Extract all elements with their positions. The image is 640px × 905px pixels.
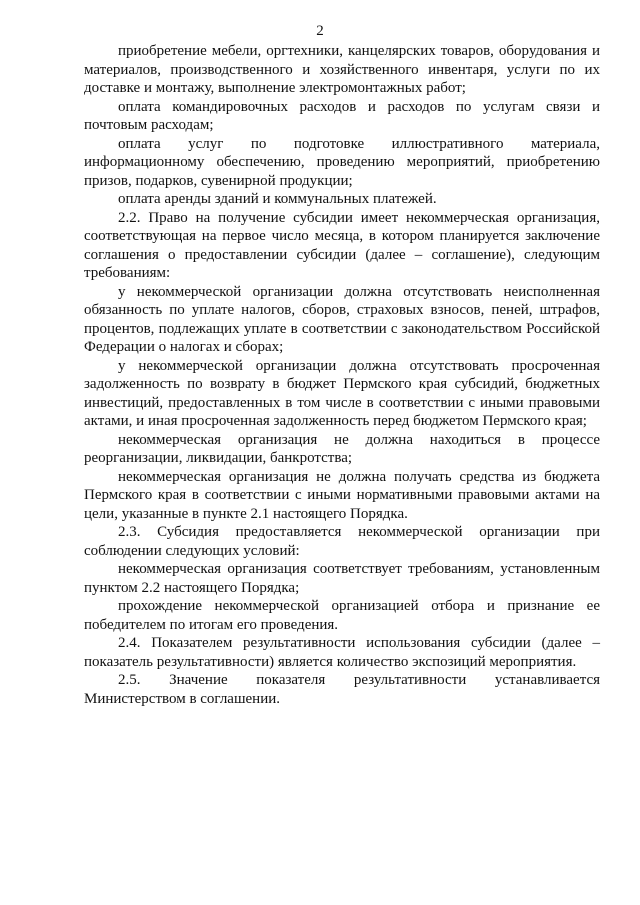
clause-2-4: 2.4. Показателем результативности использования субсидии (далее – показатель результативности) является количество экспозиций мероприятия.	[84, 635, 600, 670]
paragraph: некоммерческая организация соответствует требованиям, установленным пунктом 2.2 настоящего Порядка;	[84, 561, 600, 596]
paragraph: у некоммерческой организации должна отсутствовать просроченная задолженность по возврату в бюджет Пермского края субсидий, бюджетных инвестиций, предоставленных в том числе в соответствии с иными правовыми актами, и иная просроченная задолженность перед бюджетом Пермского края;	[84, 357, 600, 429]
paragraph: оплата командировочных расходов и расходов по услугам связи и почтовым расходам;	[84, 98, 600, 133]
paragraph: некоммерческая организация не должна получать средства из бюджета Пермского края в соответствии с иными нормативными правовыми актами на цели, указанные в пункте 2.1 настоящего Порядка.	[84, 468, 600, 522]
paragraph: оплата услуг по подготовке иллюстративного материала, информационному обеспечению, проведению мероприятий, приобретению призов, подарков, сувенирной продукции;	[84, 135, 600, 189]
paragraph: приобретение мебели, оргтехники, канцелярских товаров, оборудования и материалов, производственного и хозяйственного инвентаря, услуги по их доставке и монтажу, выполнение электромонтажных работ;	[84, 43, 600, 96]
page-number: 2	[316, 23, 324, 39]
paragraph: некоммерческая организация не должна находиться в процессе реорганизации, ликвидации, банкротства;	[84, 431, 600, 466]
paragraph: оплата аренды зданий и коммунальных платежей.	[118, 191, 437, 207]
paragraph: у некоммерческой организации должна отсутствовать неисполненная обязанность по уплате налогов, сборов, страховых взносов, пеней, штрафов, процентов, подлежащих уплате в соответствии с законодательством Российской Федерации о налогах и сборах;	[84, 283, 600, 355]
clause-2-5: 2.5. Значение показателя результативности устанавливается Министерством в соглашении.	[84, 672, 600, 707]
paragraph: прохождение некоммерческой организацией отбора и признание ее победителем по итогам его проведения.	[84, 598, 600, 633]
clause-2-3: 2.3. Субсидия предоставляется некоммерческой организации при соблюдении следующих условий:	[84, 524, 600, 559]
document-body	[84, 42, 600, 708]
clause-2-2: 2.2. Право на получение субсидии имеет некоммерческая организация, соответствующая на первое число месяца, в котором планируется заключение соглашения о предоставлении субсидии (далее – соглашение), следующим требованиям:	[84, 209, 600, 281]
